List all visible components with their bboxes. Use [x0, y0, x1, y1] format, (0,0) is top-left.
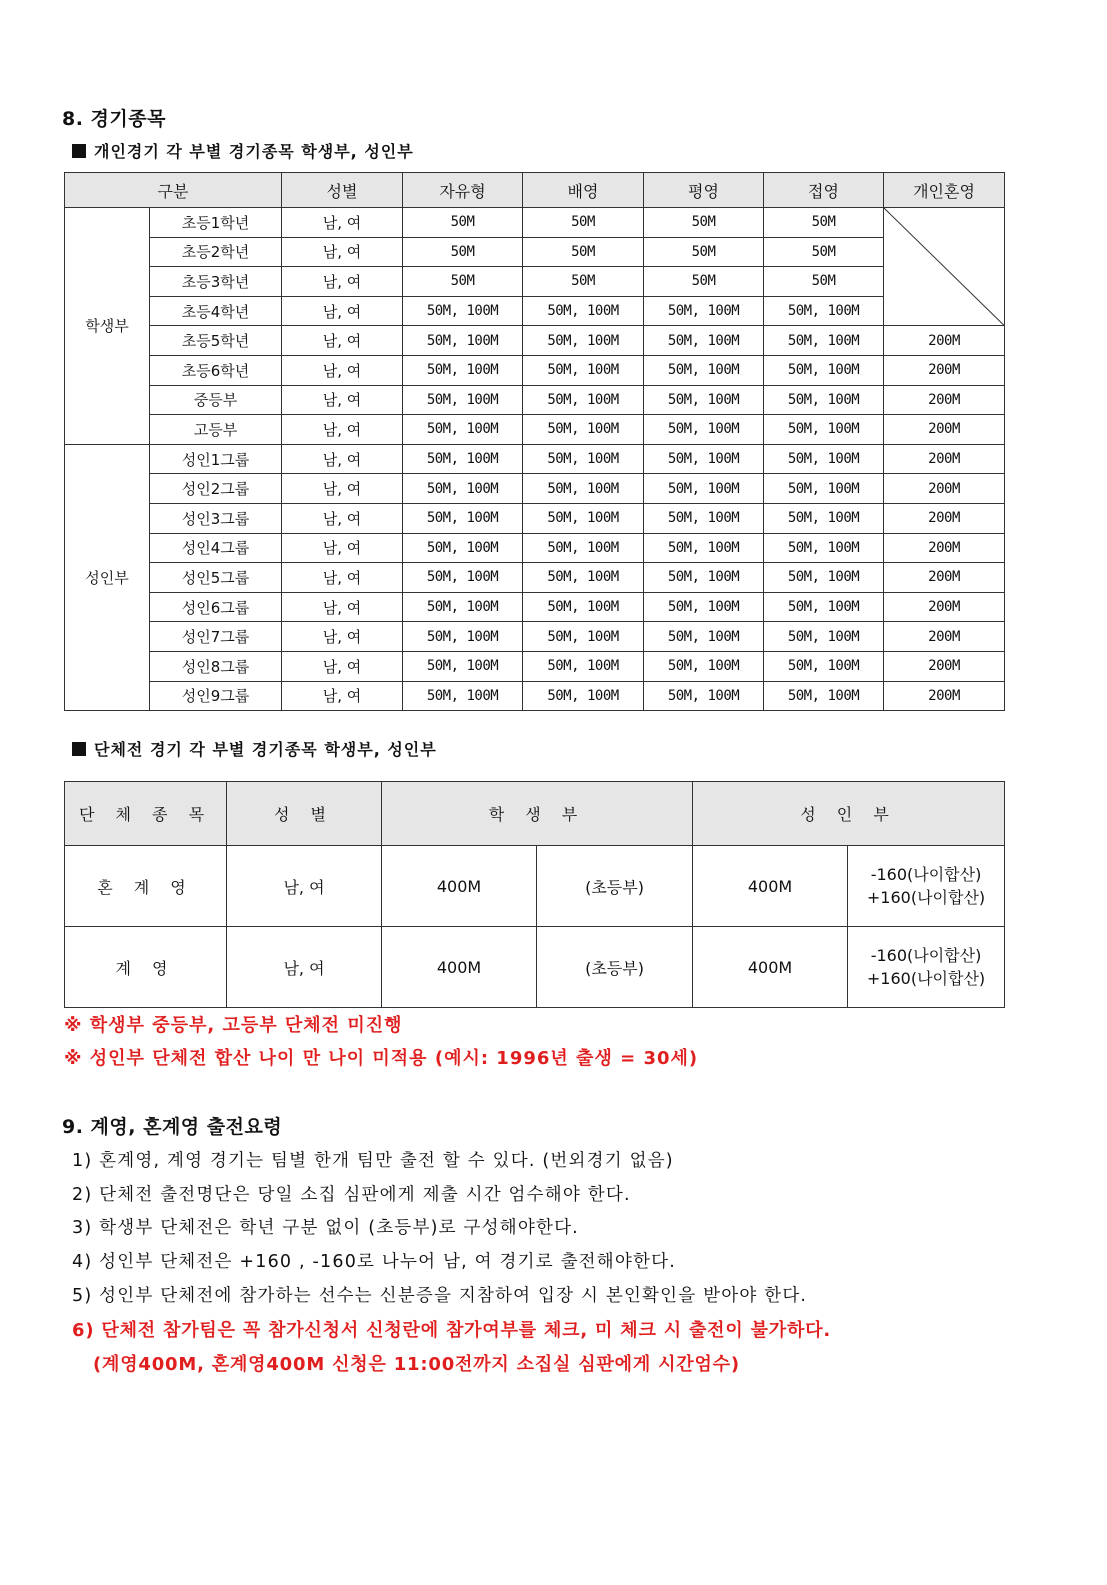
header-butterfly: 접영 — [764, 173, 884, 208]
backstroke-cell: 50M, 100M — [523, 592, 644, 622]
freestyle-cell: 50M, 100M — [403, 385, 523, 415]
table-row — [65, 415, 1005, 445]
freestyle-cell: 50M, 100M — [403, 533, 523, 563]
square-bullet-icon — [72, 742, 86, 756]
backstroke-cell: 50M, 100M — [523, 474, 644, 504]
sex-cell: 남, 여 — [282, 415, 403, 445]
table-row — [65, 444, 1005, 474]
header-breaststroke: 평영 — [644, 173, 764, 208]
division-cell: 초등2학년 — [150, 237, 282, 267]
butterfly-cell: 50M — [764, 237, 884, 267]
division-cell: 중등부 — [150, 385, 282, 415]
sex-cell: 남, 여 — [282, 444, 403, 474]
student-division-cell: (초등부) — [537, 927, 693, 1008]
freestyle-cell: 50M, 100M — [403, 651, 523, 681]
table-header-row — [65, 782, 1005, 846]
rule-item-6: 6) 단체전 참가팀은 꼭 참가신청서 신청란에 참가여부를 체크, 미 체크 시 출전이 불가하다. — [72, 1320, 832, 1341]
table-row — [65, 237, 1005, 267]
sex-cell: 남, 여 — [282, 533, 403, 563]
sex-cell: 남, 여 — [282, 267, 403, 297]
adult-division-cell — [848, 927, 1005, 1008]
note-adult-age-sum: ※ 성인부 단체전 합산 나이 만 나이 미적용 (예시: 1996년 출생 = 30세) — [64, 1048, 699, 1069]
butterfly-cell: 50M, 100M — [764, 415, 884, 445]
table-row — [65, 681, 1005, 711]
backstroke-cell: 50M, 100M — [523, 296, 644, 326]
square-bullet-icon — [72, 144, 86, 158]
breaststroke-cell: 50M, 100M — [644, 651, 764, 681]
breaststroke-cell: 50M, 100M — [644, 474, 764, 504]
individual-events-table — [64, 172, 1005, 711]
team-event-cell: 계 영 — [65, 927, 227, 1008]
division-cell: 성인6그룹 — [150, 592, 282, 622]
table-row — [65, 355, 1005, 385]
sex-cell: 남, 여 — [282, 237, 403, 267]
breaststroke-cell: 50M — [644, 237, 764, 267]
rule-item-4: 4) 성인부 단체전은 +160 , -160로 나누어 남, 여 경기로 출전해야한다. — [72, 1252, 676, 1272]
header-individual-medley: 개인혼영 — [884, 173, 1005, 208]
freestyle-cell: 50M — [403, 267, 523, 297]
table-row — [65, 651, 1005, 681]
diagonal-line-icon — [884, 208, 1004, 325]
rule-item-6-note: (계영400M, 혼계영400M 신청은 11:00전까지 소집실 심판에게 시간엄수) — [93, 1354, 740, 1375]
freestyle-cell: 50M, 100M — [403, 563, 523, 593]
freestyle-cell: 50M, 100M — [403, 681, 523, 711]
freestyle-cell: 50M — [403, 237, 523, 267]
breaststroke-cell: 50M, 100M — [644, 326, 764, 356]
adult-distance-cell: 400M — [693, 846, 848, 927]
rule-item-2: 2) 단체전 출전명단은 당일 소집 심판에게 제출 시간 엄수해야 한다. — [72, 1185, 631, 1205]
backstroke-cell: 50M, 100M — [523, 385, 644, 415]
table-row — [65, 846, 1005, 927]
freestyle-cell: 50M, 100M — [403, 503, 523, 533]
freestyle-cell: 50M, 100M — [403, 326, 523, 356]
butterfly-cell: 50M, 100M — [764, 622, 884, 652]
freestyle-cell: 50M — [403, 208, 523, 238]
freestyle-cell: 50M, 100M — [403, 592, 523, 622]
division-cell: 고등부 — [150, 415, 282, 445]
individual-medley-cell: 200M — [884, 444, 1005, 474]
header-sex: 성별 — [282, 173, 403, 208]
breaststroke-cell: 50M, 100M — [644, 622, 764, 652]
division-cell: 초등1학년 — [150, 208, 282, 238]
header-team-event: 단 체 종 목 — [65, 782, 227, 846]
division-cell: 성인3그룹 — [150, 503, 282, 533]
backstroke-cell: 50M — [523, 237, 644, 267]
sex-cell: 남, 여 — [282, 355, 403, 385]
individual-medley-cell: 200M — [884, 503, 1005, 533]
backstroke-cell: 50M, 100M — [523, 651, 644, 681]
division-cell: 초등4학년 — [150, 296, 282, 326]
division-cell: 성인1그룹 — [150, 444, 282, 474]
note-no-middle-high-team: ※ 학생부 중등부, 고등부 단체전 미진행 — [64, 1015, 403, 1036]
freestyle-cell: 50M, 100M — [403, 296, 523, 326]
individual-heading — [72, 139, 414, 162]
team-events-table — [64, 781, 1005, 1008]
adult-distance-cell: 400M — [693, 927, 848, 1008]
header-backstroke: 배영 — [523, 173, 644, 208]
rule-item-1: 1) 혼계영, 계영 경기는 팀별 한개 팀만 출전 할 수 있다. (번외경기 없음) — [72, 1151, 674, 1171]
freestyle-cell: 50M, 100M — [403, 415, 523, 445]
sex-cell: 남, 여 — [282, 651, 403, 681]
backstroke-cell: 50M, 100M — [523, 533, 644, 563]
division-cell: 성인5그룹 — [150, 563, 282, 593]
sex-cell: 남, 여 — [282, 681, 403, 711]
backstroke-cell: 50M, 100M — [523, 326, 644, 356]
butterfly-cell: 50M, 100M — [764, 651, 884, 681]
breaststroke-cell: 50M, 100M — [644, 681, 764, 711]
individual-medley-cell: 200M — [884, 474, 1005, 504]
sex-cell: 남, 여 — [227, 846, 382, 927]
breaststroke-cell: 50M, 100M — [644, 533, 764, 563]
group-student-cell: 학생부 — [65, 208, 150, 445]
not-applicable-diagonal-cell — [884, 208, 1005, 326]
section-8-title: 8. 경기종목 — [62, 108, 166, 130]
backstroke-cell: 50M, 100M — [523, 355, 644, 385]
butterfly-cell: 50M — [764, 208, 884, 238]
table-row — [65, 563, 1005, 593]
header-freestyle: 자유형 — [403, 173, 523, 208]
backstroke-cell: 50M, 100M — [523, 444, 644, 474]
butterfly-cell: 50M, 100M — [764, 563, 884, 593]
adult-division-plus: +160(나이합산) — [866, 969, 986, 988]
division-cell: 성인9그룹 — [150, 681, 282, 711]
breaststroke-cell: 50M, 100M — [644, 444, 764, 474]
individual-medley-cell: 200M — [884, 326, 1005, 356]
butterfly-cell: 50M, 100M — [764, 385, 884, 415]
division-cell: 성인2그룹 — [150, 474, 282, 504]
section-9-title: 9. 계영, 혼계영 출전요령 — [62, 1116, 283, 1138]
breaststroke-cell: 50M — [644, 267, 764, 297]
butterfly-cell: 50M, 100M — [764, 533, 884, 563]
breaststroke-cell: 50M, 100M — [644, 355, 764, 385]
individual-medley-cell: 200M — [884, 592, 1005, 622]
butterfly-cell: 50M, 100M — [764, 592, 884, 622]
adult-division-plus: +160(나이합산) — [866, 888, 986, 907]
division-cell: 초등5학년 — [150, 326, 282, 356]
header-adult: 성 인 부 — [693, 782, 1005, 846]
backstroke-cell: 50M — [523, 208, 644, 238]
team-heading — [72, 737, 437, 760]
freestyle-cell: 50M, 100M — [403, 622, 523, 652]
student-division-cell: (초등부) — [537, 846, 693, 927]
sex-cell: 남, 여 — [282, 563, 403, 593]
backstroke-cell: 50M, 100M — [523, 681, 644, 711]
individual-medley-cell: 200M — [884, 385, 1005, 415]
sex-cell: 남, 여 — [282, 622, 403, 652]
individual-medley-cell: 200M — [884, 681, 1005, 711]
table-row — [65, 592, 1005, 622]
breaststroke-cell: 50M, 100M — [644, 385, 764, 415]
sex-cell: 남, 여 — [282, 385, 403, 415]
table-row — [65, 503, 1005, 533]
table-row — [65, 385, 1005, 415]
header-sex: 성 별 — [227, 782, 382, 846]
butterfly-cell: 50M, 100M — [764, 503, 884, 533]
student-distance-cell: 400M — [382, 927, 537, 1008]
breaststroke-cell: 50M — [644, 208, 764, 238]
team-event-cell: 혼 계 영 — [65, 846, 227, 927]
division-cell: 성인7그룹 — [150, 622, 282, 652]
breaststroke-cell: 50M, 100M — [644, 503, 764, 533]
table-row — [65, 927, 1005, 1008]
butterfly-cell: 50M, 100M — [764, 326, 884, 356]
individual-medley-cell: 200M — [884, 355, 1005, 385]
backstroke-cell: 50M, 100M — [523, 622, 644, 652]
backstroke-cell: 50M, 100M — [523, 503, 644, 533]
division-cell: 성인8그룹 — [150, 651, 282, 681]
individual-medley-cell: 200M — [884, 415, 1005, 445]
individual-heading-text: 개인경기 각 부별 경기종목 학생부, 성인부 — [94, 142, 414, 161]
butterfly-cell: 50M, 100M — [764, 681, 884, 711]
rule-item-5: 5) 성인부 단체전에 참가하는 선수는 신분증을 지참하여 입장 시 본인확인을 받아야 한다. — [72, 1286, 808, 1306]
sex-cell: 남, 여 — [227, 927, 382, 1008]
table-row — [65, 326, 1005, 356]
individual-medley-cell: 200M — [884, 533, 1005, 563]
sex-cell: 남, 여 — [282, 503, 403, 533]
butterfly-cell: 50M, 100M — [764, 296, 884, 326]
team-heading-text: 단체전 경기 각 부별 경기종목 학생부, 성인부 — [94, 740, 437, 759]
rule-item-3: 3) 학생부 단체전은 학년 구분 없이 (초등부)로 구성해야한다. — [72, 1218, 579, 1238]
adult-division-minus: -160(나이합산) — [870, 946, 982, 965]
breaststroke-cell: 50M, 100M — [644, 592, 764, 622]
freestyle-cell: 50M, 100M — [403, 355, 523, 385]
sex-cell: 남, 여 — [282, 208, 403, 238]
table-row — [65, 267, 1005, 297]
student-distance-cell: 400M — [382, 846, 537, 927]
adult-division-cell — [848, 846, 1005, 927]
backstroke-cell: 50M — [523, 267, 644, 297]
breaststroke-cell: 50M, 100M — [644, 296, 764, 326]
table-row — [65, 208, 1005, 238]
table-row — [65, 533, 1005, 563]
individual-medley-cell: 200M — [884, 622, 1005, 652]
breaststroke-cell: 50M, 100M — [644, 415, 764, 445]
sex-cell: 남, 여 — [282, 326, 403, 356]
division-cell: 성인4그룹 — [150, 533, 282, 563]
division-cell: 초등3학년 — [150, 267, 282, 297]
freestyle-cell: 50M, 100M — [403, 474, 523, 504]
backstroke-cell: 50M, 100M — [523, 415, 644, 445]
header-student: 학 생 부 — [382, 782, 693, 846]
breaststroke-cell: 50M, 100M — [644, 563, 764, 593]
division-cell: 초등6학년 — [150, 355, 282, 385]
table-row — [65, 622, 1005, 652]
sex-cell: 남, 여 — [282, 474, 403, 504]
backstroke-cell: 50M, 100M — [523, 563, 644, 593]
sex-cell: 남, 여 — [282, 296, 403, 326]
individual-medley-cell: 200M — [884, 563, 1005, 593]
individual-medley-cell: 200M — [884, 651, 1005, 681]
butterfly-cell: 50M, 100M — [764, 444, 884, 474]
butterfly-cell: 50M, 100M — [764, 355, 884, 385]
sex-cell: 남, 여 — [282, 592, 403, 622]
table-row — [65, 474, 1005, 504]
butterfly-cell: 50M, 100M — [764, 474, 884, 504]
freestyle-cell: 50M, 100M — [403, 444, 523, 474]
adult-division-minus: -160(나이합산) — [870, 865, 982, 884]
group-adult-cell: 성인부 — [65, 444, 150, 710]
table-header-row — [65, 173, 1005, 208]
butterfly-cell: 50M — [764, 267, 884, 297]
table-row — [65, 296, 1005, 326]
header-division: 구분 — [65, 173, 282, 208]
